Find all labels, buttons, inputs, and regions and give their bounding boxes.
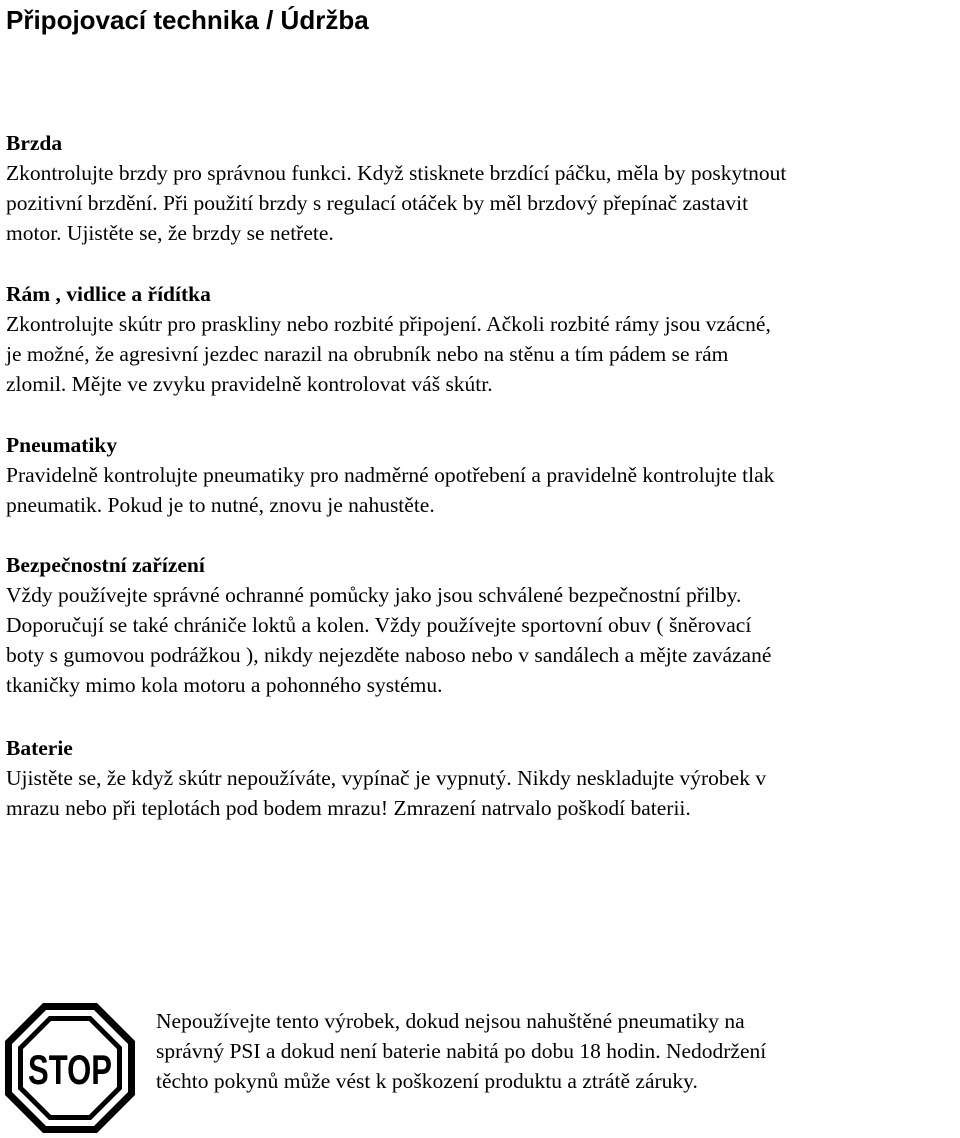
warning-line: Nepoužívejte tento výrobek, dokud nejsou nahuštěné pneumatiky na — [156, 1009, 745, 1033]
section-heading: Bezpečnostní zařízení — [6, 553, 205, 577]
paragraph-line: boty s gumovou podrážkou ), nikdy nejezděte naboso nebo v sandálech a mějte zavázané — [6, 643, 772, 667]
paragraph-line: Pravidelně kontrolujte pneumatiky pro nadměrné opotřebení a pravidelně kontrolujte tlak — [6, 463, 775, 487]
section-heading: Rám , vidlice a řídítka — [6, 282, 211, 306]
paragraph-line: Vždy používejte správné ochranné pomůcky jako jsou schválené bezpečnostní přilby. — [6, 583, 742, 607]
section-ram-vidlice-riditka — [6, 279, 956, 399]
paragraph-line: je možné, že agresivní jezdec narazil na obrubník nebo na stěnu a tím pádem se rám — [6, 342, 729, 366]
section-brzda — [6, 128, 956, 248]
paragraph-line: Zkontrolujte skútr pro praskliny nebo rozbité připojení. Ačkoli rozbité rámy jsou vzácné, — [6, 312, 771, 336]
section-baterie — [6, 733, 956, 823]
section-heading: Baterie — [6, 736, 73, 760]
warning-line: správný PSI a dokud není baterie nabitá po dobu 18 hodin. Nedodržení — [156, 1039, 767, 1063]
stop-warning — [0, 1000, 960, 1138]
paragraph-line: zlomil. Mějte ve zvyku pravidelně kontrolovat váš skútr. — [6, 372, 493, 396]
section-heading: Brzda — [6, 131, 63, 155]
paragraph-line: mrazu nebo při teplotách pod bodem mrazu! Zmrazení natrvalo poškodí baterii. — [6, 796, 691, 820]
section-heading: Pneumatiky — [6, 433, 118, 457]
warning-line: těchto pokynů může vést k poškození produktu a ztrátě záruky. — [156, 1069, 698, 1093]
paragraph-line: motor. Ujistěte se, že brzdy se netřete. — [6, 221, 334, 245]
paragraph-line: tkaničky mimo kola motoru a pohonného systému. — [6, 673, 443, 697]
warning-text — [156, 1006, 766, 1096]
stop-sign-icon — [4, 1002, 136, 1134]
paragraph-line: Doporučují se také chrániče loktů a kolen. Vždy používejte sportovní obuv ( šněrovací — [6, 613, 752, 637]
paragraph-line: pneumatik. Pokud je to nutné, znovu je nahustěte. — [6, 493, 435, 517]
section-bezpecnostni-zarizeni — [6, 550, 956, 700]
page-title: Připojovací technika / Údržba — [6, 5, 369, 35]
paragraph-line: pozitivní brzdění. Při použití brzdy s regulací otáček by měl brzdový přepínač zastavit — [6, 191, 749, 215]
paragraph-line: Ujistěte se, že když skútr nepoužíváte, vypínač je vypnutý. Nikdy neskladujte výrobek v — [6, 766, 767, 790]
paragraph-line: Zkontrolujte brzdy pro správnou funkci. Když stisknete brzdící páčku, měla by poskytnout — [6, 161, 787, 185]
stop-sign-label: STOP — [28, 1046, 112, 1093]
section-pneumatiky — [6, 430, 956, 520]
